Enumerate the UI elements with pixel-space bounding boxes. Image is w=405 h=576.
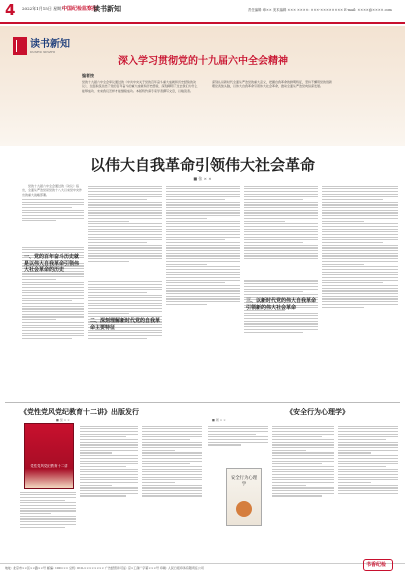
review-left-title: 《党性党风党纪教育十二讲》出版发行 xyxy=(20,407,139,416)
editor-note-right: 深刻认识新时代全面从严治党的重大意义，把握自我革命的鲜明特征，坚持不懈用党的创新理论武装头脑，以伟大自我革命引领伟大社会革命，推动全面从严治党向纵深发展。 xyxy=(212,80,333,89)
editor-note-label: 编者按 xyxy=(82,73,94,78)
article-author: ■ 张 × × xyxy=(193,176,212,181)
issue-date: 2022年1月15日 星期六 xyxy=(22,6,66,11)
book-icon xyxy=(13,37,27,55)
article-column-3 xyxy=(166,184,240,398)
review-right-author: ■ 周 × × xyxy=(212,418,226,422)
column-title: 读书新知 xyxy=(93,4,121,13)
book-cover-left-title: 党性党风党纪教育十二讲 xyxy=(30,464,68,468)
book-cover-left xyxy=(24,423,74,489)
article-column-4 xyxy=(244,184,318,398)
book-cover-right-title: 安全行为心理学 xyxy=(230,476,258,487)
masthead-bar xyxy=(0,0,405,24)
article-subhead-1: 一、党的百年奋斗历史就是以伟大自我革命引领伟大社会革命的历史 xyxy=(24,254,80,273)
article-column-2 xyxy=(88,184,162,398)
review-left-body-b xyxy=(80,424,138,560)
footer-info: 地址: 北京市××区××路××号 邮编: 100××× 总机: 010-×××××××× 广告经营许可证: 京×工商广字第×××号 印刷: 人民日报印务有限责任公司 xyxy=(5,566,204,570)
column-stamp xyxy=(363,559,393,571)
logo-subtitle: DUSHU XINZHI xyxy=(30,50,55,54)
review-left-body-c xyxy=(142,424,202,560)
logo-title: 读书新知 xyxy=(30,39,70,50)
section-divider xyxy=(5,402,400,403)
column-stamp-text: 书香纪检 xyxy=(366,562,387,568)
article-lead: 党的十九届六中全会通过的《决议》指出，全面从严治党是党的十八大以来党中央作出的重大战略部署。 xyxy=(22,184,83,197)
review-right-body-c xyxy=(338,424,398,556)
book-cover-right-illustration xyxy=(236,501,252,517)
article-column-5 xyxy=(322,184,398,398)
review-left-body-a xyxy=(20,490,76,560)
article-column-1 xyxy=(22,184,84,398)
editor-note-left: 党的十九届六中全会审议通过的《中共中央关于党的百年奋斗重大成就和历史经验的决议》，全面系统总结了党的百年奋斗的重大成就和历史经验，深刻阐明了过去我们为什么能够成功、未来我们怎样才能继续成功。本版特约请专家学者撰写文章，以飨读者。 xyxy=(82,80,198,93)
review-right-title: 《安全行为心理学》 xyxy=(286,407,349,416)
banner-headline: 深入学习贯彻党的十九届六中全会精神 xyxy=(118,56,288,67)
editor-meta: 责任编辑 章×× 美术编辑 ××× ××××: ×××-×××××××× E-mail: ××××@××××.com xyxy=(248,8,392,12)
article-title: 以伟大自我革命引领伟大社会革命 xyxy=(89,156,315,174)
paper-name: 中国纪检监察报 xyxy=(62,6,98,12)
review-right-body-b xyxy=(272,424,334,560)
page-number: 4 xyxy=(5,1,16,19)
section-logo xyxy=(13,35,71,61)
article-subhead-3: 三、以新时代党的伟大自我革命引领新的伟大社会革命 xyxy=(246,298,317,311)
book-cover-right xyxy=(226,468,262,526)
review-left-author: ■ 吴 × × xyxy=(56,418,70,422)
review-right-body-a xyxy=(208,424,268,464)
article-subhead-2: 二、深刻理解新时代党的自我革命主要特征 xyxy=(90,318,161,331)
